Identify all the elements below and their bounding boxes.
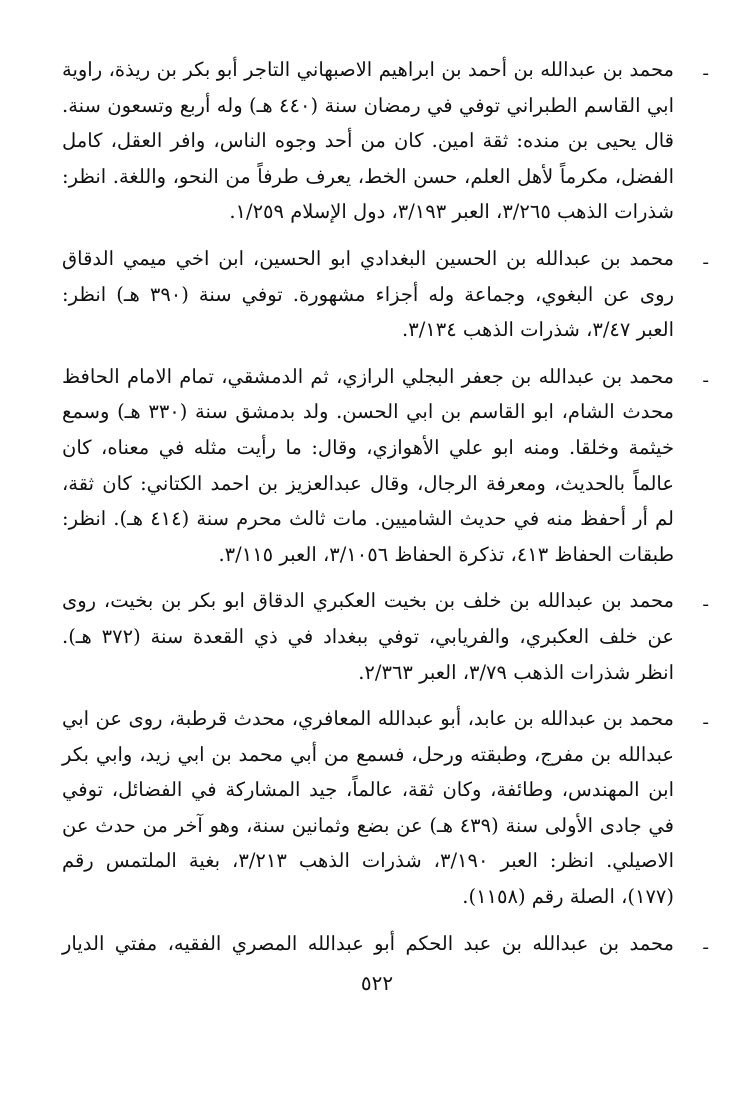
entry-text: محمد بن عبدالله بن عابد، أبو عبدالله المعافري، محدث قرطبة، روى عن ابي عبدالله بن مفرج، وطبقته ورحل، فسمع من أبي محمد بن ابي زيد، وابي بكر ابن المهندس، وطائفة، وكان ثقة، عالماً، جيد المشاركة في الفضائل، توفي في جادى الأولى سنة (٤٣٩ هـ) عن بضع وثمانين سنة، وهو آخر من حدث عن الاصيلي. انظر: العبر ٣/١٩٠، شذرات الذهب ٣/٢١٣، بغية الملتمس رقم (١٧٧)، الصلة رقم (١١٥٨).: [62, 707, 674, 909]
entry-dash: ـ: [703, 60, 708, 79]
entry-3: [62, 359, 708, 573]
entry-dash: ـ: [703, 933, 708, 953]
entry-6: [62, 926, 708, 962]
entry-4: [62, 583, 708, 690]
biography-entries: [62, 52, 708, 972]
entry-text: محمد بن عبدالله بن أحمد بن ابراهيم الاصبهاني التاجر أبو بكر بن ريذة، راوية ابي القاسم الطبراني توفي في رمضان سنة (٤٤٠ هـ) وله أربع وتسعون سنة. قال يحيى بن منده: ثقة امين. كان من أحد وجوه الناس، وافر العقل، كامل الفضل، مكرماً لأهل العلم، حسن الخط، يعرف طرفاً من النحو، واللغة. انظر: شذرات الذهب ٣/٢٦٥، العبر ٣/١٩٣، دول الإسلام ١/٢٥٩.: [62, 58, 674, 224]
entry-text: محمد بن عبدالله بن عبد الحكم أبو عبدالله المصري الفقيه، مفتي الديار: [62, 931, 674, 955]
entry-dash: ـ: [703, 709, 708, 729]
entry-text: محمد بن عبدالله بن الحسين البغدادي ابو الحسين، ابن اخي ميمي الدقاق روى عن البغوي، وجماعة وله أجزاء مشهورة. توفي سنة (٣٩٠ هـ) انظر: العبر ٣/٤٧، شذرات الذهب ٣/١٣٤.: [62, 246, 674, 342]
entry-text: محمد بن عبدالله بن جعفر البجلي الرازي، ثم الدمشقي، تمام الامام الحافظ محدث الشام، ابو القاسم بن ابي الحسن. ولد بدمشق سنة (٣٣٠ هـ) وسمع خيثمة وخلقا. ومنه ابو علي الأهوازي، وقال: ما رأيت مثله في معناه، كان عالماً بالحديث، ومعرفة الرجال، وقال عبدالعزيز بن احمد الكتاني: كان ثقة، لم أر أحفظ منه في حديث الشاميين. مات ثالث محرم سنة (٤١٤ هـ). انظر: طبقات الحفاظ ٤١٣، تذكرة الحفاظ ٣/١٠٥٦، العبر ٣/١١٥.: [62, 364, 674, 566]
page-number: ٥٢٢: [360, 971, 394, 995]
entry-1: [62, 52, 708, 230]
entry-2: [62, 241, 708, 348]
entry-5: [62, 701, 708, 915]
entry-dash: ـ: [703, 366, 708, 386]
entry-text: محمد بن عبدالله بن خلف بن بخيت العكبري الدقاق ابو بكر بن بخيت، روى عن خلف العكبري، والفريابي، توفي ببغداد في ذي القعدة سنة (٣٧٢ هـ). انظر شذرات الذهب ٣/٧٩، العبر ٢/٣٦٣.: [62, 589, 674, 684]
entry-dash: ـ: [703, 591, 708, 611]
entry-dash: ـ: [703, 248, 708, 268]
